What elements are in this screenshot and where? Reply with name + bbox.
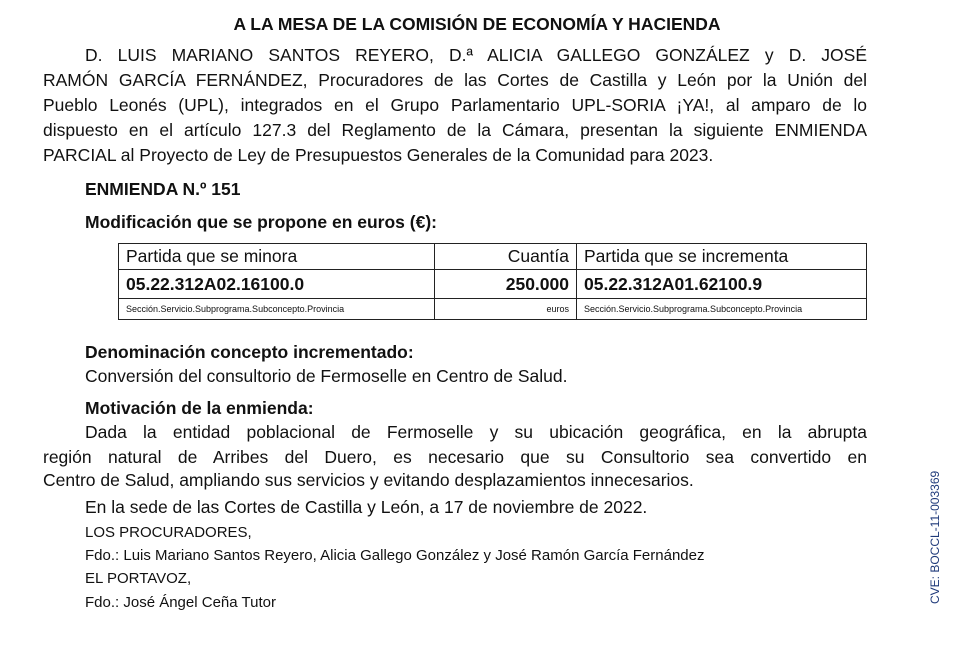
header-decreased-item: Partida que se minora	[119, 244, 435, 270]
amendment-number: ENMIENDA N.º 151	[85, 179, 241, 199]
table-caption-row	[119, 299, 867, 320]
table-value-row	[119, 270, 867, 299]
motivation-line-2: región natural de Arribes del Duero, es necesario que su Consultorio sea convertido en	[43, 447, 867, 467]
intro-line-3: Pueblo Leonés (UPL), integrados en el Grupo Parlamentario UPL-SORIA ¡YA!, al amparo de lo	[43, 95, 867, 115]
value-decreased-item: 05.22.312A02.16100.0	[119, 270, 435, 299]
concept-text: Conversión del consultorio de Fermoselle en Centro de Salud.	[85, 366, 568, 386]
place-date: En la sede de las Cortes de Castilla y León, a 17 de noviembre de 2022.	[85, 497, 648, 517]
spokesperson-label: EL PORTAVOZ,	[85, 570, 192, 587]
header-increased-item: Partida que se incrementa	[577, 244, 867, 270]
intro-line-1: D. LUIS MARIANO SANTOS REYERO, D.ª ALICIA GALLEGO GONZÁLEZ y D. JOSÉ	[85, 45, 867, 65]
intro-line-4: dispuesto en el artículo 127.3 del Reglamento de la Cámara, presentan la siguiente ENMIENDA	[43, 120, 867, 140]
concept-heading: Denominación concepto incrementado:	[85, 342, 414, 362]
amendment-table	[118, 243, 867, 320]
motivation-heading: Motivación de la enmienda:	[85, 398, 314, 418]
header-amount: Cuantía	[435, 244, 577, 270]
value-amount: 250.000	[435, 270, 577, 299]
cve-code: CVE: BOCCL-11-003369	[928, 470, 942, 604]
table-header-row	[119, 244, 867, 270]
signers-label: LOS PROCURADORES,	[85, 524, 252, 541]
motivation-line-3: Centro de Salud, ampliando sus servicios y evitando desplazamientos innecesarios.	[43, 470, 694, 490]
signers: Fdo.: Luis Mariano Santos Reyero, Alicia Gallego González y José Ramón García Fernández	[85, 547, 705, 564]
spokesperson: Fdo.: José Ángel Ceña Tutor	[85, 594, 276, 611]
motivation-line-1: Dada la entidad poblacional de Fermoselle y su ubicación geográfica, en la abrupta	[85, 422, 867, 442]
document-heading: A LA MESA DE LA COMISIÓN DE ECONOMÍA Y HACIENDA	[233, 14, 721, 34]
caption-amount: euros	[435, 299, 577, 320]
modification-heading: Modificación que se propone en euros (€):	[85, 212, 437, 232]
value-increased-item: 05.22.312A01.62100.9	[577, 270, 867, 299]
caption-decreased-item: Sección.Servicio.Subprograma.Subconcepto.Provincia	[119, 299, 435, 320]
caption-increased-item: Sección.Servicio.Subprograma.Subconcepto.Provincia	[577, 299, 867, 320]
intro-line-2: RAMÓN GARCÍA FERNÁNDEZ, Procuradores de las Cortes de Castilla y León por la Unión del	[43, 70, 867, 90]
intro-line-5: PARCIAL al Proyecto de Ley de Presupuestos Generales de la Comunidad para 2023.	[43, 145, 714, 165]
